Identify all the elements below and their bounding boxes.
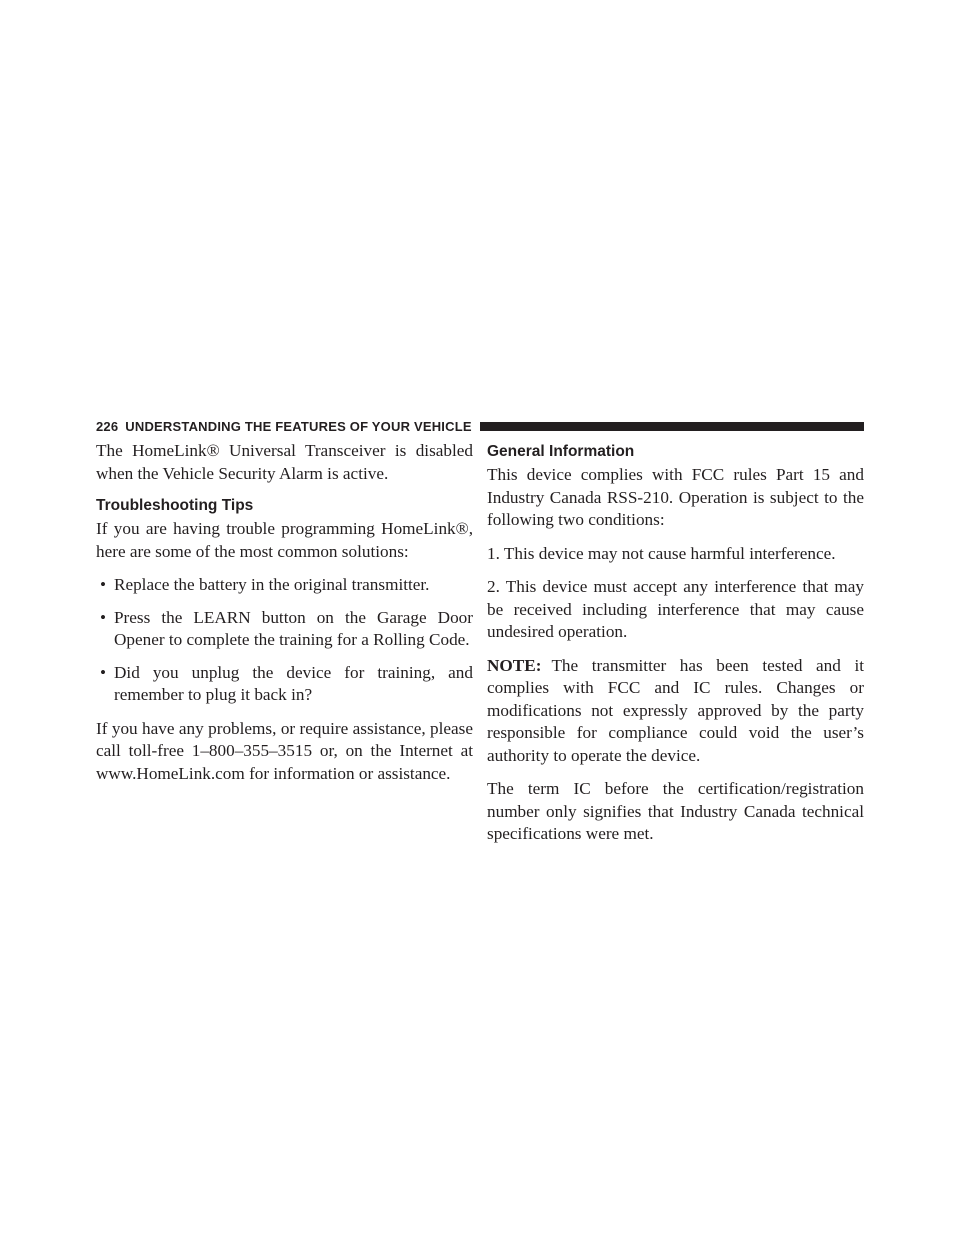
troubleshooting-heading: Troubleshooting Tips: [96, 497, 254, 514]
bullet-icon: •: [100, 662, 107, 682]
section-title: UNDERSTANDING THE FEATURES OF YOUR VEHICLE: [125, 418, 472, 434]
bullet-icon: •: [100, 575, 107, 594]
list-item: [96, 574, 473, 597]
homelink-disabled-paragraph: The HomeLink® Universal Transceiver is disabled when the Vehicle Security Alarm is active.: [96, 441, 473, 483]
right-column: [487, 440, 864, 857]
ic-term-paragraph: The term IC before the certification/registration number only signifies that Industry Canada technical specifications were met.: [487, 779, 864, 843]
list-item-text: Replace the battery in the original transmitter.: [114, 575, 430, 594]
condition-2: 2. This device must accept any interference that may be received including interference that may cause undesired operation.: [487, 577, 864, 641]
general-information-heading: General Information: [487, 443, 635, 460]
list-item: [96, 607, 473, 652]
header-rule: [480, 422, 864, 431]
note-label: NOTE:: [487, 655, 542, 675]
condition-1: 1. This device may not cause harmful interference.: [487, 543, 836, 563]
assistance-paragraph: If you have any problems, or require assistance, please call toll-free 1–800–355–3515 or, on the Internet at www.HomeLink.com for information or assistance.: [96, 718, 473, 783]
note-text: The transmitter has been tested and it complies with FCC and IC rules. Changes or modifications not expressly approved by the party responsible for compliance could void the user’s authority to operate the device.: [487, 655, 864, 765]
list-item-text: Did you unplug the device for training, and remember to plug it back in?: [114, 662, 473, 704]
note-paragraph: [487, 655, 864, 768]
page-header: [96, 418, 864, 434]
left-column: [96, 440, 473, 796]
solutions-list: [96, 574, 473, 707]
troubleshooting-lead: If you are having trouble programming HomeLink®, here are some of the most common solutions:: [96, 519, 473, 561]
list-item: [96, 662, 473, 707]
list-item-text: Press the LEARN button on the Garage Door Opener to complete the training for a Rolling Code.: [114, 607, 473, 649]
bullet-icon: •: [100, 607, 107, 627]
fcc-compliance-paragraph: This device complies with FCC rules Part 15 and Industry Canada RSS-210. Operation is subject to the following two conditions:: [487, 465, 864, 529]
page-number: 226: [96, 418, 119, 434]
